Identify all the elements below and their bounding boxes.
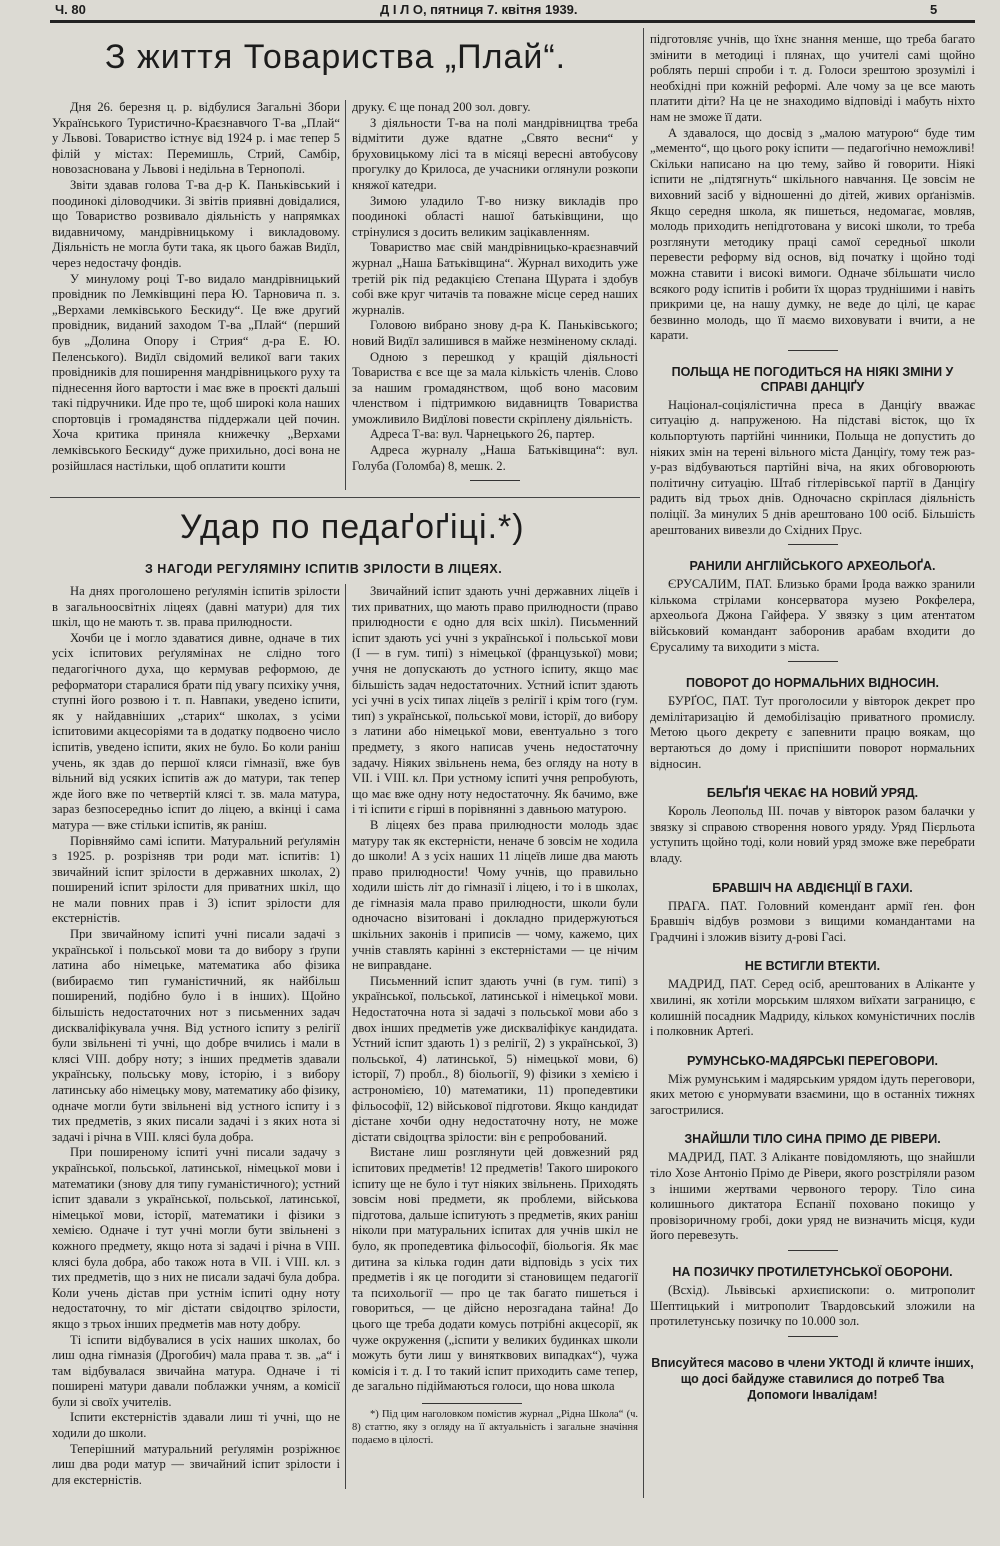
page-number: 5 (930, 2, 938, 17)
paragraph: Хочби це і могло здаватися дивне, одначе в тих усіх іспитових реґулямінах не слідно того педагогічного духа, що кермував реформою, де реформатори старалися брати під увагу психіку учня, ступні його розвою і т. п. Навпаки, уведено іспити, як у найдавніших „старих“ школах, з усіми іспитовими акцесоріями та в додатку подвоєно число іспитів, уведено іспити, яких не було. Бо коли раніш учень, як здав до першої кляси гімназії, вже був вільний від усяких іспитів аж до матури, так тепер жде його вже по четвертій клясі т. зв. мала матура, зараз безпосередньо іспит до ліцею, а вкінці і сама матура — вже стільки іспитів, як раніш. (52, 630, 340, 832)
paragraph: Вистане лиш розглянути цей довжезний ряд іспитових предметів! 12 предметів! Такого широкого іспиту ще не було і тут ніяких звільнень. Приходять зовсім нові предмети, як проблеми, військова підготова, дальше іспитують з предметів, яких раніш ніколи при матуральних іспитах для учнів шкіл не було, як пропедевтика фільософії, біольогія. Як має дитина за кілька годин дати відповідь з усіх тих предметів і як це погодити зі становищем педагогії та психольогії — про це так багато пишеться і говориться, — це дійсно нерозгадана тайна! До цього ще треба додати комусь потрібні акцесорії, як чуже окруження („іспити у великих будинках школи можуть бути лиш у винятквових випадках“), чужа комісія і т. д. І то такий іспит приходить саме тепер, де загально підіймаються голоси, що нова школа (352, 1145, 638, 1394)
news-item (650, 365, 975, 538)
paragraph: Товариство має свій мандрівницько-краєзнавчий журнал „Наша Батьківщина“. Журнал виходить уже третій рік під редакцією Степана Щурата і здобув собі вже круг читачів та поважне місце серед наших журналів. (352, 240, 638, 317)
article2-subtitle: З НАГОДИ РЕГУЛЯМІНУ ІСПИТІВ ЗРІЛОСТИ В ЛІЦЕЯХ. (145, 562, 503, 576)
paragraph: Звичайний іспит здають учні державних ліцеїв і тих приватних, що мають право прилюдности (право прилюдности є одно для всіх шкіл). Письменний іспит здають усі учні з української і польської мови (І — в гум. типі) з німецької (французької) мови; учня не допускають до устного іспиту, якщо має більшість задач недостаточних. Устний іспит здають усі учні в усіх типах ліцеїв з релігії і крім того (гум. тип) з української, польської мови, історії, до вибору з латини або німецької мови, евентуально з того предмету, з якого написав учень недостаточну задачу. Ніяких звільнень нема, без огляду на ноту в VII. і VIII. кл. При устному іспиті учня репробують, що має вже одну ноту недостаточну. Як бачимо, вже і ті іспити є гірші в порівнянні з давньою матурою. (352, 584, 638, 817)
paragraph: Порівняймо самі іспити. Матуральний реґулямін з 1925. р. розрізняв три роди мат. іспитів: 1) звичайний іспит зрілости в державних школах, 2) поширений іспит зрілости для приватних шкіл, що не мали повних прав і 3) іспит зрілости для екстерністів. (52, 833, 340, 926)
news-body: ЄРУСАЛИМ, ПАТ. Близько брами Ірода важко зранили кількома стрілами консерватора музею Рокфелера, археольоґа Джона Гайфера. У звязку з цим атентатом військовий командант заборонив арабам входити до Єрусалиму та виходити з міста. (650, 577, 975, 654)
paragraph: Ті іспити відбувалися в усіх наших школах, бо лиш одна гімназія (Дрогобич) мала права т. зв. „а“ і там відбувалася звичайна матура. Одначе і ті поширені матури давали поблажки учням, а комісії були зі своїх учителів. (52, 1332, 340, 1409)
article2-col2 (352, 584, 638, 1494)
appeal-notice: Вписуйтеся масово в члени УКТОДІ й кличте інших, що досі байдуже ставилися до потреб Тва Допомоги Інвалідам! (651, 1355, 974, 1402)
news-headline: ПОВОРОТ ДО НОРМАЛЬНИХ ВІДНОСИН. (685, 676, 939, 691)
news-headline: БЕЛЬҐІЯ ЧЕКАЄ НА НОВИЙ УРЯД. (706, 786, 919, 801)
news-body: (Всхід). Львівські архиєпископи: о. митрополит Шептицький і митрополит Твардовський зложили на протилетунську позичку по 10.000 зол. (650, 1283, 975, 1329)
news-body: Між румунським і мадярським урядом ідуть переговори, яких метою є унормувати взаємини, що в останніх тижнях загострилися. (650, 1071, 975, 1117)
paragraph: З діяльности Т-ва на полі мандрівництва треба відмітити дуже вдатне „Свято весни“ у бруховицькому лісі та в місяці вересні автобусову прогулку до Крилоса, де учасники оглянули розкопи княжої катедри. (352, 115, 638, 192)
footnote: *) Під цим наголовком помістив журнал „Рідна Школа“ (ч. 8) статтю, яку з огляду на її актуальність і загальне значіння подаємо в цілості. (352, 1408, 638, 1446)
article-rule (50, 497, 640, 498)
news-item (650, 881, 975, 946)
article1-title: З життя Товариства „Плай“. (105, 38, 567, 76)
paragraph: Адреса Т-ва: вул. Чарнецького 26, партер. (370, 427, 595, 442)
column-rule (643, 28, 644, 1498)
column-rule (345, 100, 346, 490)
news-headline: НЕ ВСТИГЛИ ВТЕКТИ. (744, 959, 881, 974)
paragraph: При поширеному іспиті учні писали задачу з української, польської, латинської, німецької мови і математики (знову для типу гуманістичного); устний іспит здавали з української, польської, латинської, німецької мови, історії, математики і фізики з хемією. Одначе і тут учні могли бути звільнені з кожного предмету, якщо нота зі задачі і річна в VIII. клясі була добра, або також нота в VII. і VIII. кл. з тих предметів, що з них не писали задачі була добра. Коли учень дістав при устнім іспиті одну ноту недостаточну, то міг дістати свідоцтво зрілости, якщо з трьох інших предметів мав ноту добру. (52, 1145, 340, 1331)
paragraph: А здавалося, що досвід з „малою матурою“ буде тим „мементо“, що цього року іспити — педагоґічно неможливі! Скільки написано на цю тему, зайво й говорити. Ніякі іспити не „підтягнуть“ шкільного навчання. Це зовсім не виховний засіб у відношенні до дітей, живих орґанізмів. Якщо середня школа, як пишеться, недомагає, мовляв, молодь приходить непідготована у високі школи, то треба розглянути методику праці самої середньої школи перевести реформу від основ, від початку і щойно тоді можна ставити і високі вимоги. Одначе збільшати число всякого роду іспитів і робити їх щораз труднішими і навіть прикрими це, на нашу думку, не веде до цілі, це карає безвинно молодь, що її маємо виховувати і вчити, а не карати. (650, 125, 975, 343)
divider (788, 1336, 838, 1337)
masthead: Д І Л О, пятниця 7. квітня 1939. (380, 2, 578, 17)
paragraph: друку. Є ще понад 200 зол. довгу. (352, 100, 531, 114)
issue-number: Ч. 80 (55, 2, 86, 17)
footnote-rule (422, 1403, 522, 1404)
news-headline: НА ПОЗИЧКУ ПРОТИЛЕТУНСЬКОЇ ОБОРОНИ. (672, 1265, 953, 1280)
news-item (650, 559, 975, 655)
news-headline: ЗНАЙШЛИ ТІЛО СИНА ПРІМО ДЕ РІВЕРИ. (684, 1132, 941, 1147)
news-body: БУРҐОС, ПАТ. Тут проголосили у вівторок декрет про демілітаризацію й демобілізацію приватного промислу. Метою цього декрету є запевнити працю воякам, що вертаються до дому і приспішити поворот нормальних відносин. (650, 694, 975, 771)
right-column (650, 32, 975, 1502)
paragraph: Іспити екстерністів здавали лиш ті учні, що не ходили до школи. (52, 1410, 340, 1441)
article2-title: Удар по педаґоґіці.*) (180, 508, 525, 546)
news-headline: ПОЛЬЩА НЕ ПОГОДИТЬСЯ НА НІЯКІ ЗМІНИ У СПРАВІ ДАНЦІҐУ (671, 364, 954, 394)
header-rule (50, 20, 975, 23)
paragraph: підготовляє учнів, що їхнє знання менше, що треба багато змінити в методиці і плянах, що учителі самі щойно роблять перші спроби і т. д. Голоси зрештою зрозумілі і необхідні при кожній реформі. Але чому за це все мають платити діти? На це не знаходимо відповіді і мабуть ніхто нам не зможе її дати. (650, 32, 975, 124)
news-item (650, 676, 975, 772)
news-item (650, 1132, 975, 1244)
paragraph: Звіти здавав голова Т-ва д-р К. Паньківський і поодинокі діловодчики. Зі звітів приявні довідалися, що Товариство розвивало діяльність у напрямках видавничому, мандрівницькому і викладовому. Діяльність не могла бути така, як цього бажав Видїл, через недостачу фондів. (52, 177, 340, 270)
paragraph: Головою вибрано знову д-ра К. Паньківського; новий Видїл залишився в майже незміненому складі. (352, 318, 638, 348)
paragraph: На днях проголошено реґулямін іспитів зрілости в загальноосвітніх ліцеях (давні матури) для тих шкіл, що не мають т. зв. права прилюдности. (52, 584, 340, 630)
paragraph: Письменний іспит здають учні (в гум. типі) з української, польської, латинської і німецької мови. Недостаточна нота зі задачі з польської мови або з двох інших предметів уже дискваліфікує кандидата. Устний іспит здають 1) з релігії, 2) з української, 3) польської, 4) латинської, 5) німецької мови, 6) історії, 7) пробл., 8) біольогії, 9) фізики з хемією і астрономією, 10) математики, 11) пропедевтики фільософії, 12) військової підготови. Якщо кандидат дістане хочби одну недостаточну ноту, не може дістати свідоцтва зрілости: він є репробований. (352, 973, 638, 1144)
news-body: Король Леопольд III. почав у вівторок разом балачки у звязку зі справою створення нового уряду. Уряд Пієрльота уступить щойно тоді, коли новий уряд зможе вже перебрати владу. (650, 804, 975, 865)
divider (788, 661, 838, 662)
paragraph: Дня 26. березня ц. р. відбулися Загальні Збори Українського Туристично-Краєзнавчого Т-ва „Плай“ у Львові. Товариство істнує від 1924 р. і має тепер 5 філій у містах: Перемишль, Стрий, Самбір, новозаснована у Львові і недільна в Тернополі. (52, 100, 340, 177)
news-headline: БРАВШІЧ НА АВДІЄНЦІЇ В ГАХИ. (712, 880, 913, 895)
divider (788, 544, 838, 545)
column-rule (345, 584, 346, 1489)
divider (788, 1250, 838, 1251)
paragraph: В ліцеях без права прилюдности молодь здає матуру так як екстерністи, неначе б зовсім не ходила до школи! А з усіх наших 11 ліцеїв лише два мають право прилюдности! Чому учнів, що правильно ходили шість літ до гімназії і ліцею, і то і в школах, де гімназія мала право прилюдности, школи були одночасно візитовані і докладно придержуються шкільних законів і приписів — чому, кажемо, цих учнів ставлять карінні з екстерністами — це нічим не виправдане. (352, 817, 638, 973)
paragraph: Теперішний матуральний реґулямін розріжнює лиш два роди матур — звичайний іспит зрілости і для екстерністів. (52, 1441, 340, 1487)
news-item (650, 1265, 975, 1330)
divider (470, 480, 520, 481)
news-item (650, 959, 975, 1039)
news-headline: РУМУНСЬКО-МАДЯРСЬКІ ПЕРЕГОВОРИ. (687, 1053, 938, 1068)
divider (788, 350, 838, 351)
news-headline: РАНИЛИ АНГЛІЙСЬКОГО АРХЕОЛЬОҐА. (689, 559, 936, 574)
article1-col2 (352, 100, 638, 495)
news-item (650, 786, 975, 866)
paragraph: Зимою уладило Т-во низку викладів про поодинокі області нашої батьківщини, що стрінулися з досить великим зацікавленням. (352, 193, 638, 239)
article1-col1 (52, 100, 340, 495)
news-body: Націонал-соціялістична преса в Данціґу вважає ситуацію д. напруженою. На підставі вісток, що їх кольпортують партійні чинники, Польща не допустить до ніяких змін на терені вільного міста Данціґу, тому теж раз-у-раз відбуваються партійні віча, на яких обговорюють політичну ситуацію. Штаб гітлерівської партії в Данціґу радить від трьох днів. Одночасно скріплася діяльність поліції. За минулих 5 днів арештовано 100 осіб. Більшість арештованих вивезли до Східних Прус. (650, 397, 975, 537)
news-body: МАДРИД, ПАТ. Серед осіб, арештованих в Аліканте у хвилині, як хотіли морським шляхом виїхати заграницю, є колишній посадник Мадриду, кількох комуністичних послів і полковник Артеґі. (650, 977, 975, 1039)
paragraph: У минулому році Т-во видало мандрівницький провідник по Лемківщині пера Ю. Тарновича п. з. „Верхами лемківського Бескиду“. Це вже другий провідник, виданий заходом Т-ва „Плай“ (перший був „Долина Опору і Стрия“ д-ра Е. Ю. Пеленського). Видїл свідомий великої ваги таких провідників для поширення мандрівницького руху та піднесення його вартости і має вже в проєкті дальші такі підручники. Иде про те, щоб широкі кола наших спортовців і громадянства піддержали цей почин. Хоча критика приняла книжечку „Верхами лемківського Бескиду“ дуже прихильно, досі вона не розійшлася настільки, щоб оплатити кошти (52, 271, 340, 473)
paragraph: Одною з перешкод у кращій діяльності Товариства є все ще за мала кількість членів. Слово за нашим громадянством, щоб воно масовим членством і підтримкою видавництв Товариства уможливило Видїлові повести скріплену діяльність. (352, 349, 638, 426)
paragraph: При звичайному іспиті учні писали задачі з української і польської мови та до вибору з ґрупи латина або німецьке, математика або фізика (вибираємо тип гуманістичний, як найбільш поширений, подібно було і в інших). Щойно більшість недостаточних нот з письменних задач дискваліфікувала учня. Від устного іспиту з релігії були звільнені ті учні, що добре вчились і мали в клясі VIII. добру ноту; з інших предметів здавали українську, польську мову, історію, і з вибору латинську або німецьку мову, математику або фізику, одначе могли бути звільнені від устного іспиту і з тих предметів, з яких писали задачі і з яких нота зі задачі і річна в VIII. клясі була добра. (52, 927, 340, 1144)
news-body: МАДРИД, ПАТ. З Аліканте повідомляють, що знайшли тіло Хозе Антоніо Прімо де Рівери, якого розстріляли разом з іншими жертвами червоного терору. Тіло сина колишнього диктатора Еспанії поховано покищо у провізоричному гробі, доки уряд не визначить місця, куди його перевезуть. (650, 1150, 975, 1243)
paragraph: Адреса журналу „Наша Батьківщина“: вул. Голуба (Голомба) 8, мешк. 2. (352, 443, 638, 473)
article2-col1 (52, 584, 340, 1494)
news-item (650, 1054, 975, 1119)
news-body: ПРАГА. ПАТ. Головний комендант армії ґен. фон Бравшіч відбув розмови з вищими командантами на Градчині і зложив візиту д-рові Гасі. (650, 898, 975, 944)
